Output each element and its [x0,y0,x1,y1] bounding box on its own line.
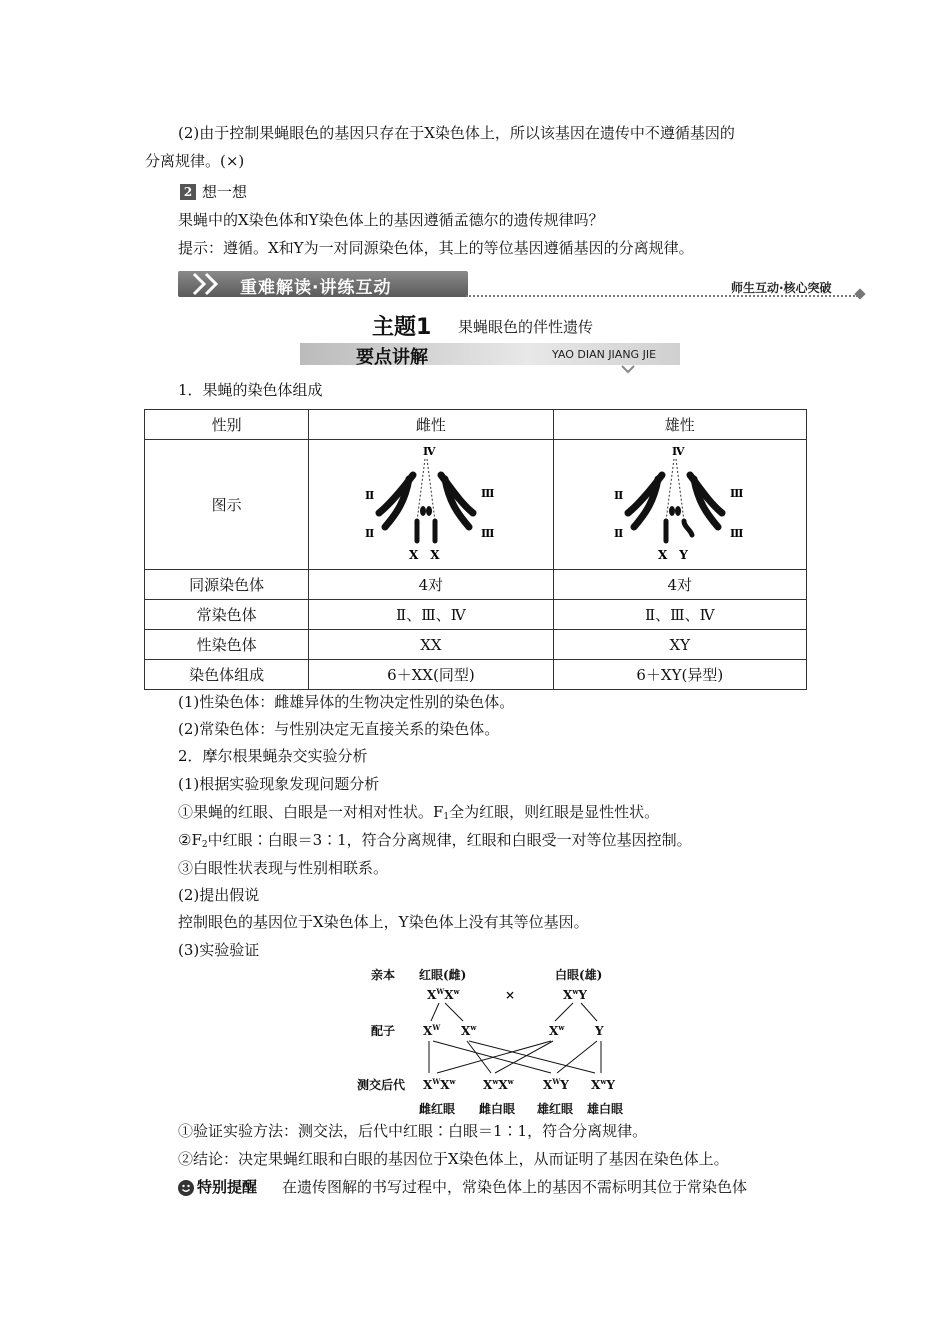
table-cell: Ⅱ、Ⅲ、Ⅳ [553,600,806,630]
parent-female-genotype: $X^WX^w$ [427,987,460,1002]
offspring-phenotype: 雄红眼 [537,1102,574,1116]
paragraph-line: 分离规律。(×) [145,152,245,170]
svg-text:Ⅱ: Ⅱ [364,526,375,540]
offspring-genotype: $X^WX^w$ [423,1077,456,1092]
parent-male: 白眼(雄) [555,968,603,982]
offspring-genotype: $X^wY$ [591,1077,615,1092]
chevron-down-icon [620,364,636,374]
table-header-cell: 性别 [145,410,309,440]
table-cell: 6＋XX(同型) [309,660,553,690]
svg-text:Ⅲ: Ⅲ [480,526,495,540]
gamete: $X^w$ [549,1023,565,1038]
table-cell: Ⅱ、Ⅲ、Ⅳ [309,600,553,630]
note-line: (1)性染色体：雌雄异体的生物决定性别的染色体。 [178,693,515,711]
offspring-phenotype: 雄白眼 [587,1102,624,1116]
subsection-title: (2)提出假说 [178,886,260,904]
paragraph-line: (2)由于控制果蝇眼色的基因只存在于X染色体上，所以该基因在遗传中不遵循基因的 [178,124,735,142]
female-karyotype-diagram [361,441,501,565]
table-header-cell: 雄性 [553,410,806,440]
chevron-double-icon [190,271,230,297]
label-iv: Ⅳ [422,444,436,458]
hypothesis: 控制眼色的基因位于X染色体上，Y染色体上没有其等位基因。 [178,913,589,931]
section-title: 1．果蝇的染色体组成 [178,381,323,399]
svg-text:Ⅱ: Ⅱ [364,488,375,502]
sub-banner-english: YAO DIAN JIANG JIE [552,348,657,361]
svg-text:Ⅱ: Ⅱ [613,526,624,540]
label-iv: Ⅳ [671,444,685,458]
parent-female: 红眼(雌) [419,968,467,982]
number-badge: 2 [180,184,196,200]
gamete: $X^W$ [423,1023,441,1038]
svg-text:Ⅲ: Ⅲ [480,486,495,500]
cross-symbol: × [505,988,516,1002]
subsection-title: (3)实验验证 [178,941,260,959]
gamete-label: 配子 [371,1024,396,1038]
smile-icon [178,1180,194,1196]
sub-banner-title: 要点讲解 [356,347,428,368]
section-title: 2．摩尔根果蝇杂交实验分析 [178,747,368,765]
offspring-genotype: $X^WY$ [543,1077,569,1092]
topic-label: 主题1 [372,315,432,340]
tip-text: 在遗传图解的书写过程中，常染色体上的基因不需标明其位于常染色体 [282,1178,748,1196]
female-chromosome-figure [309,440,553,570]
table-cell: 图示 [145,440,309,570]
section-banner-title: 重难解读·讲练互动 [240,278,392,298]
list-item: $②F_2$中红眼∶白眼＝3∶1，符合分离规律，红眼和白眼受一对等位基因控制。 [178,831,692,850]
topic-title: 果蝇眼色的伴性遗传 [458,318,594,336]
svg-text:Ⅲ: Ⅲ [729,526,744,540]
table-cell: 染色体组成 [145,660,309,690]
table-cell: 6＋XY(异型) [553,660,806,690]
offspring-label: 测交后代 [357,1078,406,1092]
gamete: Y [595,1024,604,1038]
list-item: ③白眼性状表现与性别相联系。 [178,859,389,877]
svg-text:X X: X X [408,547,440,562]
hint: 提示：遵循。X和Y为一对同源染色体，其上的等位基因遵循基因的分离规律。 [178,239,694,257]
parent-male-genotype: $X^wY$ [563,987,587,1002]
male-karyotype-diagram [610,441,750,565]
svg-text:Ⅲ: Ⅲ [729,486,744,500]
table-header-cell: 雌性 [309,410,553,440]
testcross-diagram [345,963,645,1123]
subsection-title: (1)根据实验现象发现问题分析 [178,775,380,793]
table-cell: 性染色体 [145,630,309,660]
table-cell: 同源染色体 [145,570,309,600]
male-chromosome-figure [553,440,806,570]
think-title: 想一想 [202,183,248,201]
svg-text:Ⅱ: Ⅱ [613,488,624,502]
diamond-icon [854,288,865,299]
table-cell: XY [553,630,806,660]
list-item: ①果蝇的红眼、白眼是一对相对性状。$F_1$全为红眼，则红眼是显性性状。 [178,803,660,822]
tip-label: 特别提醒 [197,1178,258,1196]
section-banner-subtitle: 师生互动·核心突破 [731,281,832,295]
offspring-phenotype: 雌红眼 [419,1102,456,1116]
table-cell: XX [309,630,553,660]
parent-label: 亲本 [371,968,396,982]
question: 果蝇中的X染色体和Y染色体上的基因遵循孟德尔的遗传规律吗？ [178,211,604,229]
svg-text:X Y: X Y [657,547,688,562]
table-cell: 常染色体 [145,600,309,630]
table-cell: 4对 [553,570,806,600]
offspring-phenotype: 雌白眼 [479,1102,516,1116]
note-line: (2)常染色体：与性别决定无直接关系的染色体。 [178,720,500,738]
table-cell: 4对 [309,570,553,600]
offspring-genotype: $X^wX^w$ [483,1077,514,1092]
chromosome-table [144,409,807,690]
conclusion-line: ②结论：决定果蝇红眼和白眼的基因位于X染色体上，从而证明了基因在染色体上。 [178,1150,729,1168]
conclusion-line: ①验证实验方法：测交法，后代中红眼∶白眼＝1∶1，符合分离规律。 [178,1122,648,1140]
gamete: $X^w$ [461,1023,477,1038]
